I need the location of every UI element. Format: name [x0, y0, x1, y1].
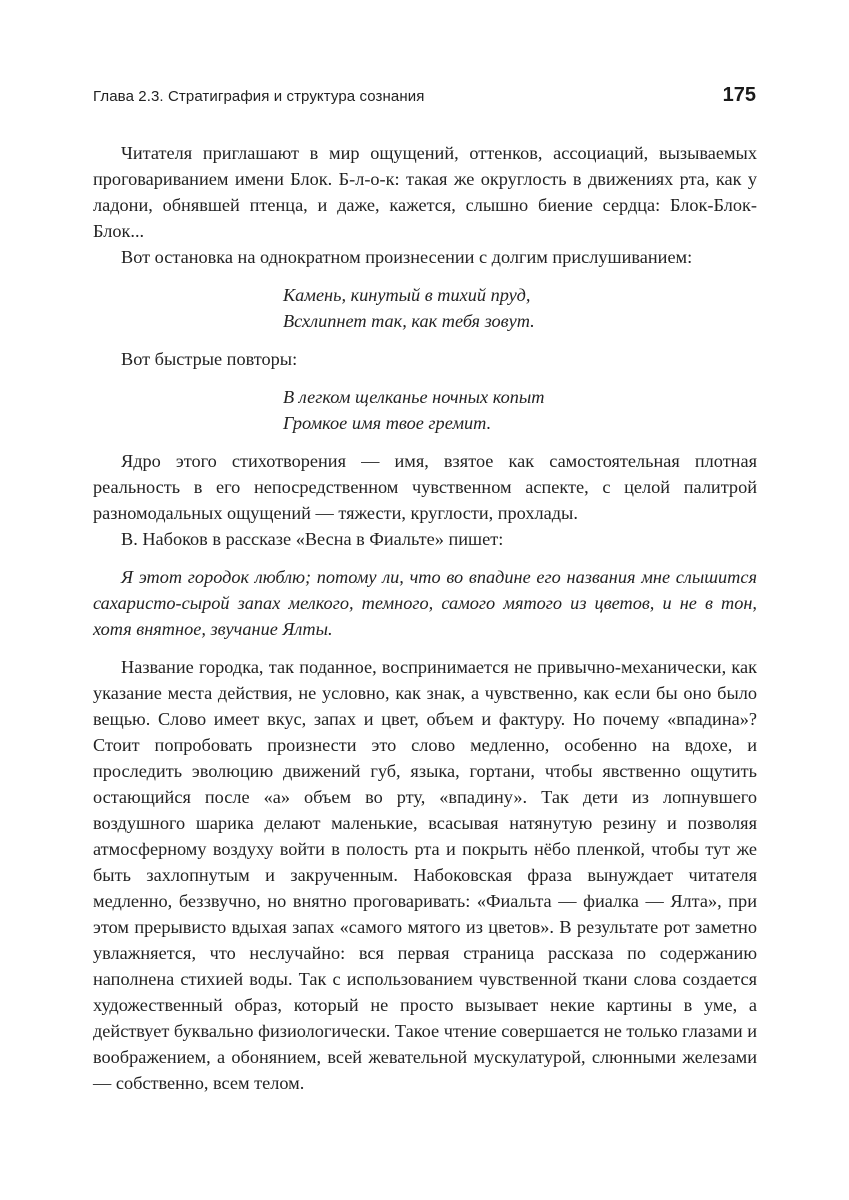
verse-excerpt-1	[283, 282, 757, 334]
paragraph-pause: Вот остановка на однократном произнесении с долгим прислушиванием:	[121, 247, 693, 267]
nabokov-quote: Я этот городок люблю; потому ли, что во впадине его названия мне слышится сахаристо-сырой запах мелкого, темного, самого мятого из цветов, и не в тон, хотя внятное, звучание Ялты.	[93, 567, 757, 639]
verse-line: Всхлипнет так, как тебя зовут.	[283, 311, 535, 331]
verse-line: В легком щелканье ночных копыт	[283, 387, 545, 407]
body-text	[93, 140, 757, 1096]
paragraph-core: Ядро этого стихотворения — имя, взятое как самостоятельная плотная реальность в его непосредственном чувственном аспекте, с целой палитрой разномодальных ощущений — тяжести, круглости, прохлады.	[93, 451, 757, 523]
verse-line: Камень, кинутый в тихий пруд,	[283, 285, 531, 305]
paragraph-analysis: Название городка, так поданное, воспринимается не привычно-механически, как указание места действия, не условно, как знак, а чувственно, как если бы оно было вещью. Слово имеет вкус, запах и цвет, объем и фактуру. Но почему «впадина»? Стоит попробовать произнести это слово медленно, особенно на вдохе, и проследить эволюцию движений губ, языка, гортани, чтобы явственно ощутить остающийся после «а» объем во рту, «впадину». Так дети из лопнувшего воздушного шарика делают маленькие, всасывая натянутую резину и позволяя атмосферному воздуху войти в полость рта и покрыть нёбо пленкой, чтобы тут же быть захлопнутым и закрученным. Набоковская фраза вынуждает читателя медленно, беззвучно, но внятно проговаривать: «Фиальта — фиалка — Ялта», при этом прерывисто вдыхая запах «самого мятого из цветов». В результате рот заметно увлажняется, что неслучайно: вся первая страница рассказа по содержанию наполнена стихией воды. Так с использованием чувственной ткани слова создается художественный образ, который не просто вызывает некие картины в уме, а действует буквально физиологически. Такое чтение совершается не только глазами и воображением, а обонянием, всей жевательной мускулатурой, слюнными железами — собственно, всем телом.	[93, 657, 757, 1093]
verse-line: Громкое имя твое гремит.	[283, 413, 492, 433]
paragraph-repeats: Вот быстрые повторы:	[121, 349, 298, 369]
paragraph-nabokov: В. Набоков в рассказе «Весна в Фиальте» пишет:	[121, 529, 504, 549]
paragraph-intro: Читателя приглашают в мир ощущений, оттенков, ассоциаций, вызываемых проговариванием имени Блок. Б-л-о-к: такая же округлость в движениях рта, как у ладони, обнявшей птенца, и даже, кажется, слышно биение сердца: Блок-Блок-Блок...	[93, 143, 757, 241]
verse-excerpt-2	[283, 384, 757, 436]
running-head: Глава 2.3. Стратиграфия и структура сознания	[93, 88, 425, 105]
page-number: 175	[722, 84, 756, 106]
